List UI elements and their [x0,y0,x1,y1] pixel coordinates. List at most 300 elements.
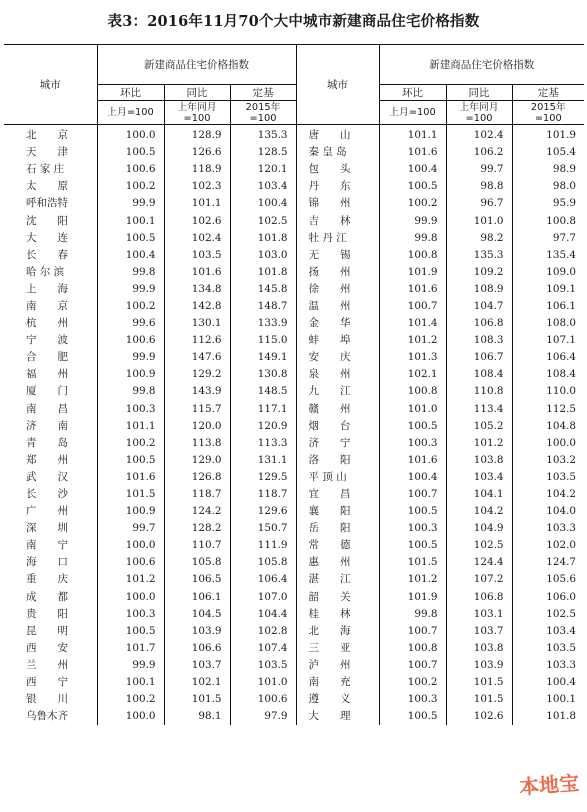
tb-cell-right: 102.6 [446,708,512,725]
table-row [4,503,584,520]
tb-cell-right: 124.4 [446,554,512,571]
dj-cell-right: 103.3 [512,657,584,674]
hb-cell-left: 100.2 [97,178,164,195]
hb-cell-right: 100.3 [379,691,446,708]
tb-cell-right: 104.7 [446,298,512,315]
table-row [4,383,584,400]
tb-cell-right: 103.8 [446,452,512,469]
hb-cell-left: 99.9 [97,349,164,366]
tb-cell-left: 103.7 [164,657,230,674]
dj-cell-left: 113.3 [230,435,296,452]
hb-cell-left: 100.6 [97,161,164,178]
tb-cell-right: 106.2 [446,144,512,161]
city-cell-right: 常 德 [296,537,379,554]
city-cell-left: 武 汉 [26,470,68,483]
tb-cell-right: 135.3 [446,247,512,264]
tb-cell-left: 147.6 [164,349,230,366]
hb-cell-right: 101.6 [379,452,446,469]
tb-cell-right: 113.4 [446,401,512,418]
hb-cell-left: 99.9 [97,657,164,674]
hb-cell-right: 101.0 [379,401,446,418]
hb-cell-left: 100.5 [97,452,164,469]
table-row [4,623,584,640]
tb-cell-left: 129.2 [164,366,230,383]
city-cell-right: 包 头 [296,161,379,178]
city-cell-left: 济 南 [26,419,68,432]
dj-cell-left: 129.5 [230,469,296,486]
hb-cell-right: 100.3 [379,435,446,452]
tb-cell-left: 102.3 [164,178,230,195]
dj-cell-right: 112.5 [512,401,584,418]
city-cell-right: 温 州 [296,298,379,315]
hb-cell-left: 100.0 [97,708,164,725]
table-row [4,691,584,708]
city-cell-left: 成 都 [26,590,68,603]
dj-cell-right: 104.8 [512,418,584,435]
dj-cell-left: 104.4 [230,606,296,623]
tb-cell-left: 124.2 [164,503,230,520]
hb-cell-left: 100.0 [97,125,164,145]
page-title: 表3：2016年11月70个大中城市新建商品住宅价格指数 [107,13,480,30]
table-row [4,315,584,332]
hb-cell-left: 100.9 [97,503,164,520]
city-cell-right: 蚌 埠 [296,332,379,349]
dj-cell-left: 150.7 [230,520,296,537]
tb-cell-left: 98.1 [164,708,230,725]
dj-cell-left: 101.8 [230,230,296,247]
table-row [4,195,584,212]
tb-cell-left: 128.2 [164,520,230,537]
table-row [4,452,584,469]
hb-cell-left: 100.0 [97,589,164,606]
tb-cell-left: 134.8 [164,281,230,298]
city-cell-right: 九 江 [296,383,379,400]
tb-sub-right: 上年同月=100 [446,101,512,125]
hb-cell-right: 100.7 [379,486,446,503]
tb-cell-left: 102.6 [164,212,230,229]
bendibao-watermark: 本地宝 [518,770,580,800]
table-row [4,571,584,588]
table-row [4,606,584,623]
table-row [4,418,584,435]
city-cell-left: 天 津 [26,146,68,159]
tb-cell-right: 108.4 [446,366,512,383]
hb-cell-left: 100.6 [97,554,164,571]
dj-cell-right: 100.0 [512,435,584,452]
city-cell-left: 西 安 [26,641,68,654]
tb-cell-right: 103.1 [446,606,512,623]
hb-cell-left: 99.7 [97,520,164,537]
city-cell-right: 赣 州 [296,401,379,418]
dj-cell-right: 100.8 [512,212,584,229]
tb-cell-left: 130.1 [164,315,230,332]
dj-cell-left: 115.0 [230,332,296,349]
hb-cell-right: 100.8 [379,383,446,400]
tb-cell-right: 106.8 [446,315,512,332]
hb-cell-left: 100.3 [97,606,164,623]
city-cell-left: 南 京 [26,299,68,312]
hb-cell-left: 101.1 [97,418,164,435]
hb-cell-left: 100.0 [97,537,164,554]
city-header-right: 城市 [296,45,379,125]
hb-cell-left: 100.5 [97,230,164,247]
hb-cell-left: 99.8 [97,264,164,281]
dj-cell-right: 100.4 [512,674,584,691]
dj-cell-left: 129.6 [230,503,296,520]
city-cell-left: 长 春 [26,248,68,261]
tb-cell-left: 143.9 [164,383,230,400]
city-cell-right: 泸 州 [296,657,379,674]
tb-cell-right: 103.4 [446,469,512,486]
dj-cell-left: 111.9 [230,537,296,554]
city-cell-left: 北 京 [26,129,68,142]
dj-cell-right: 103.2 [512,452,584,469]
dj-cell-left: 100.6 [230,691,296,708]
city-cell-left: 海 口 [26,556,68,569]
table-row [4,435,584,452]
hb-cell-left: 100.2 [97,691,164,708]
dj-cell-left: 120.9 [230,418,296,435]
dj-cell-right: 108.4 [512,366,584,383]
hb-cell-left: 100.9 [97,366,164,383]
tb-cell-right: 102.4 [446,125,512,145]
tb-cell-right: 107.2 [446,571,512,588]
tb-cell-right: 99.7 [446,161,512,178]
dj-cell-right: 98.0 [512,178,584,195]
tb-cell-right: 98.8 [446,178,512,195]
city-cell-left: 杭 州 [26,317,68,330]
hb-cell-right: 101.6 [379,281,446,298]
hb-cell-left: 100.2 [97,435,164,452]
tb-cell-right: 98.2 [446,230,512,247]
tb-cell-right: 101.5 [446,674,512,691]
dj-cell-right: 104.2 [512,486,584,503]
hb-cell-right: 101.9 [379,589,446,606]
hb-cell-right: 99.9 [379,212,446,229]
city-cell-right: 宜 昌 [296,486,379,503]
table-row [4,178,584,195]
table-row [4,125,584,145]
dj-cell-right: 101.8 [512,708,584,725]
tb-cell-left: 101.1 [164,195,230,212]
city-cell-right: 秦 皇 岛 [296,144,379,161]
dj-cell-left: 107.0 [230,589,296,606]
hb-cell-left: 101.2 [97,571,164,588]
dj-cell-right: 97.7 [512,230,584,247]
hb-cell-left: 99.6 [97,315,164,332]
tb-cell-left: 106.5 [164,571,230,588]
dj-cell-right: 135.4 [512,247,584,264]
tb-header-right: 同比 [446,85,512,101]
table-row [4,486,584,503]
dj-cell-right: 108.0 [512,315,584,332]
table-row [4,349,584,366]
city-cell-right: 牡 丹 江 [296,230,379,247]
hb-cell-right: 100.2 [379,195,446,212]
dj-cell-left: 101.8 [230,264,296,281]
tb-cell-left: 113.8 [164,435,230,452]
tb-cell-right: 105.2 [446,418,512,435]
table-row [4,708,584,725]
table-row [4,657,584,674]
hb-cell-right: 101.4 [379,315,446,332]
dj-header-left: 定基 [230,85,296,101]
dj-cell-right: 110.0 [512,383,584,400]
hb-cell-right: 100.5 [379,178,446,195]
tb-cell-left: 126.8 [164,469,230,486]
hb-cell-left: 99.9 [97,281,164,298]
city-cell-right: 襄 阳 [296,503,379,520]
city-cell-right: 锦 州 [296,195,379,212]
hb-cell-right: 100.7 [379,657,446,674]
city-cell-right: 遵 义 [296,691,379,708]
hb-cell-left: 100.1 [97,674,164,691]
hb-cell-right: 101.2 [379,332,446,349]
dj-cell-right: 95.9 [512,195,584,212]
dj-cell-left: 120.1 [230,161,296,178]
dj-cell-left: 103.4 [230,178,296,195]
city-cell-left: 呼和浩特 [26,197,68,210]
table-row [4,161,584,178]
dj-cell-left: 105.8 [230,554,296,571]
hb-cell-right: 100.8 [379,640,446,657]
city-cell-left: 西 宁 [26,676,68,689]
dj-cell-right: 98.9 [512,161,584,178]
city-cell-left: 合 肥 [26,351,68,364]
dj-cell-right: 103.5 [512,640,584,657]
city-cell-right: 无 锡 [296,247,379,264]
dj-cell-right: 109.1 [512,281,584,298]
table-row [4,589,584,606]
city-cell-left: 银 川 [26,693,68,706]
dj-cell-left: 103.0 [230,247,296,264]
dj-cell-right: 107.1 [512,332,584,349]
city-cell-left: 兰 州 [26,658,68,671]
hb-header-right: 环比 [379,85,446,101]
tb-cell-left: 120.0 [164,418,230,435]
city-cell-left: 哈 尔 滨 [26,265,65,278]
hb-cell-left: 101.6 [97,469,164,486]
table-row [4,554,584,571]
city-cell-left: 福 州 [26,368,68,381]
tb-cell-left: 128.9 [164,125,230,145]
tb-cell-left: 126.6 [164,144,230,161]
table-row [4,366,584,383]
dj-cell-right: 101.9 [512,125,584,145]
city-cell-left: 贵 阳 [26,607,68,620]
table-row [4,469,584,486]
city-cell-right: 丹 东 [296,178,379,195]
tb-cell-left: 102.1 [164,674,230,691]
tb-cell-left: 106.6 [164,640,230,657]
city-cell-left: 南 宁 [26,539,68,552]
city-cell-left: 大 连 [26,231,68,244]
hb-cell-right: 100.4 [379,161,446,178]
city-cell-left: 石 家 庄 [26,163,65,176]
dj-cell-right: 103.3 [512,520,584,537]
dj-cell-left: 102.5 [230,212,296,229]
dj-cell-left: 102.8 [230,623,296,640]
table-row [4,674,584,691]
hb-cell-left: 100.4 [97,247,164,264]
tb-cell-right: 108.3 [446,332,512,349]
hb-cell-right: 100.8 [379,247,446,264]
city-cell-right: 吉 林 [296,212,379,229]
city-cell-left: 长 沙 [26,488,68,501]
hb-cell-right: 101.6 [379,144,446,161]
dj-cell-left: 97.9 [230,708,296,725]
hb-cell-left: 100.3 [97,401,164,418]
tb-cell-left: 129.0 [164,452,230,469]
tb-cell-left: 101.6 [164,264,230,281]
dj-cell-right: 102.5 [512,606,584,623]
tb-cell-right: 104.9 [446,520,512,537]
dj-cell-right: 106.0 [512,589,584,606]
tb-cell-left: 101.5 [164,691,230,708]
city-cell-right: 大 理 [296,708,379,725]
city-cell-left: 乌鲁木齐 [26,710,68,723]
hb-cell-left: 100.5 [97,144,164,161]
table-row [4,144,584,161]
city-cell-right: 济 宁 [296,435,379,452]
tb-cell-left: 110.7 [164,537,230,554]
hb-cell-right: 99.8 [379,606,446,623]
hb-sub-left: 上月=100 [97,101,164,125]
tb-cell-right: 103.9 [446,657,512,674]
tb-cell-right: 110.8 [446,383,512,400]
hb-cell-right: 102.1 [379,366,446,383]
tb-cell-right: 96.7 [446,195,512,212]
tb-cell-left: 118.7 [164,486,230,503]
dj-cell-left: 148.5 [230,383,296,400]
dj-cell-left: 128.5 [230,144,296,161]
city-cell-left: 宁 波 [26,334,68,347]
hb-cell-right: 101.1 [379,125,446,145]
dj-cell-left: 118.7 [230,486,296,503]
tb-cell-left: 104.5 [164,606,230,623]
city-cell-left: 广 州 [26,505,68,518]
tb-cell-right: 108.9 [446,281,512,298]
city-cell-right: 徐 州 [296,281,379,298]
tb-header-left: 同比 [164,85,230,101]
city-cell-left: 太 原 [26,180,68,193]
city-cell-left: 重 庆 [26,573,68,586]
tb-cell-left: 115.7 [164,401,230,418]
table-row [4,332,584,349]
tb-cell-right: 101.2 [446,435,512,452]
dj-cell-right: 100.1 [512,691,584,708]
city-header-left: 城市 [4,45,97,125]
hb-cell-left: 100.6 [97,332,164,349]
hb-cell-right: 101.2 [379,571,446,588]
hb-cell-right: 100.5 [379,503,446,520]
hb-cell-left: 100.1 [97,212,164,229]
hb-sub-right: 上月=100 [379,101,446,125]
hb-cell-right: 101.3 [379,349,446,366]
city-cell-right: 唐 山 [296,125,379,145]
city-cell-right: 平 顶 山 [296,469,379,486]
table-row [4,230,584,247]
city-cell-right: 北 海 [296,623,379,640]
dj-header-right: 定基 [512,85,584,101]
table-row [4,537,584,554]
hb-cell-left: 101.7 [97,640,164,657]
city-cell-right: 三 亚 [296,640,379,657]
city-cell-right: 岳 阳 [296,520,379,537]
table-row [4,264,584,281]
city-cell-right: 扬 州 [296,264,379,281]
dj-cell-left: 106.4 [230,571,296,588]
city-cell-right: 湛 江 [296,571,379,588]
hb-header-left: 环比 [97,85,164,101]
dj-cell-right: 102.0 [512,537,584,554]
city-cell-right: 烟 台 [296,418,379,435]
city-cell-right: 韶 关 [296,589,379,606]
hb-cell-left: 100.5 [97,623,164,640]
dj-cell-right: 103.5 [512,469,584,486]
tb-cell-right: 104.2 [446,503,512,520]
city-cell-right: 南 充 [296,674,379,691]
hb-cell-left: 99.8 [97,383,164,400]
dj-cell-left: 101.0 [230,674,296,691]
dj-cell-right: 109.0 [512,264,584,281]
index-group-header-left: 新建商品住宅价格指数 [97,45,296,85]
tb-cell-right: 106.7 [446,349,512,366]
hb-cell-right: 99.8 [379,230,446,247]
tb-cell-left: 103.9 [164,623,230,640]
dj-cell-right: 105.4 [512,144,584,161]
city-cell-right: 洛 阳 [296,452,379,469]
city-cell-right: 泉 州 [296,366,379,383]
hb-cell-left: 100.2 [97,298,164,315]
dj-cell-left: 103.5 [230,657,296,674]
table-row [4,640,584,657]
tb-cell-right: 103.8 [446,640,512,657]
tb-cell-right: 103.7 [446,623,512,640]
city-cell-left: 昆 明 [26,624,68,637]
city-cell-left: 青 岛 [26,436,68,449]
dj-cell-left: 117.1 [230,401,296,418]
hb-cell-right: 100.5 [379,537,446,554]
dj-cell-left: 135.3 [230,125,296,145]
hb-cell-right: 100.5 [379,708,446,725]
tb-cell-right: 104.1 [446,486,512,503]
tb-cell-right: 109.2 [446,264,512,281]
dj-cell-left: 100.4 [230,195,296,212]
city-cell-left: 沈 阳 [26,214,68,227]
dj-sub-left: 2015年=100 [230,101,296,125]
dj-cell-right: 106.4 [512,349,584,366]
dj-cell-left: 148.7 [230,298,296,315]
city-cell-left: 郑 州 [26,453,68,466]
hb-cell-right: 100.3 [379,520,446,537]
city-cell-right: 桂 林 [296,606,379,623]
city-cell-right: 惠 州 [296,554,379,571]
dj-cell-left: 107.4 [230,640,296,657]
city-cell-left: 厦 门 [26,385,68,398]
table-row [4,281,584,298]
city-cell-left: 深 圳 [26,522,68,535]
table-row [4,520,584,537]
dj-cell-right: 124.7 [512,554,584,571]
tb-cell-right: 101.0 [446,212,512,229]
dj-cell-right: 106.1 [512,298,584,315]
city-cell-left: 上 海 [26,282,68,295]
tb-cell-left: 105.8 [164,554,230,571]
tb-cell-left: 118.9 [164,161,230,178]
tb-cell-left: 102.4 [164,230,230,247]
dj-cell-left: 133.9 [230,315,296,332]
